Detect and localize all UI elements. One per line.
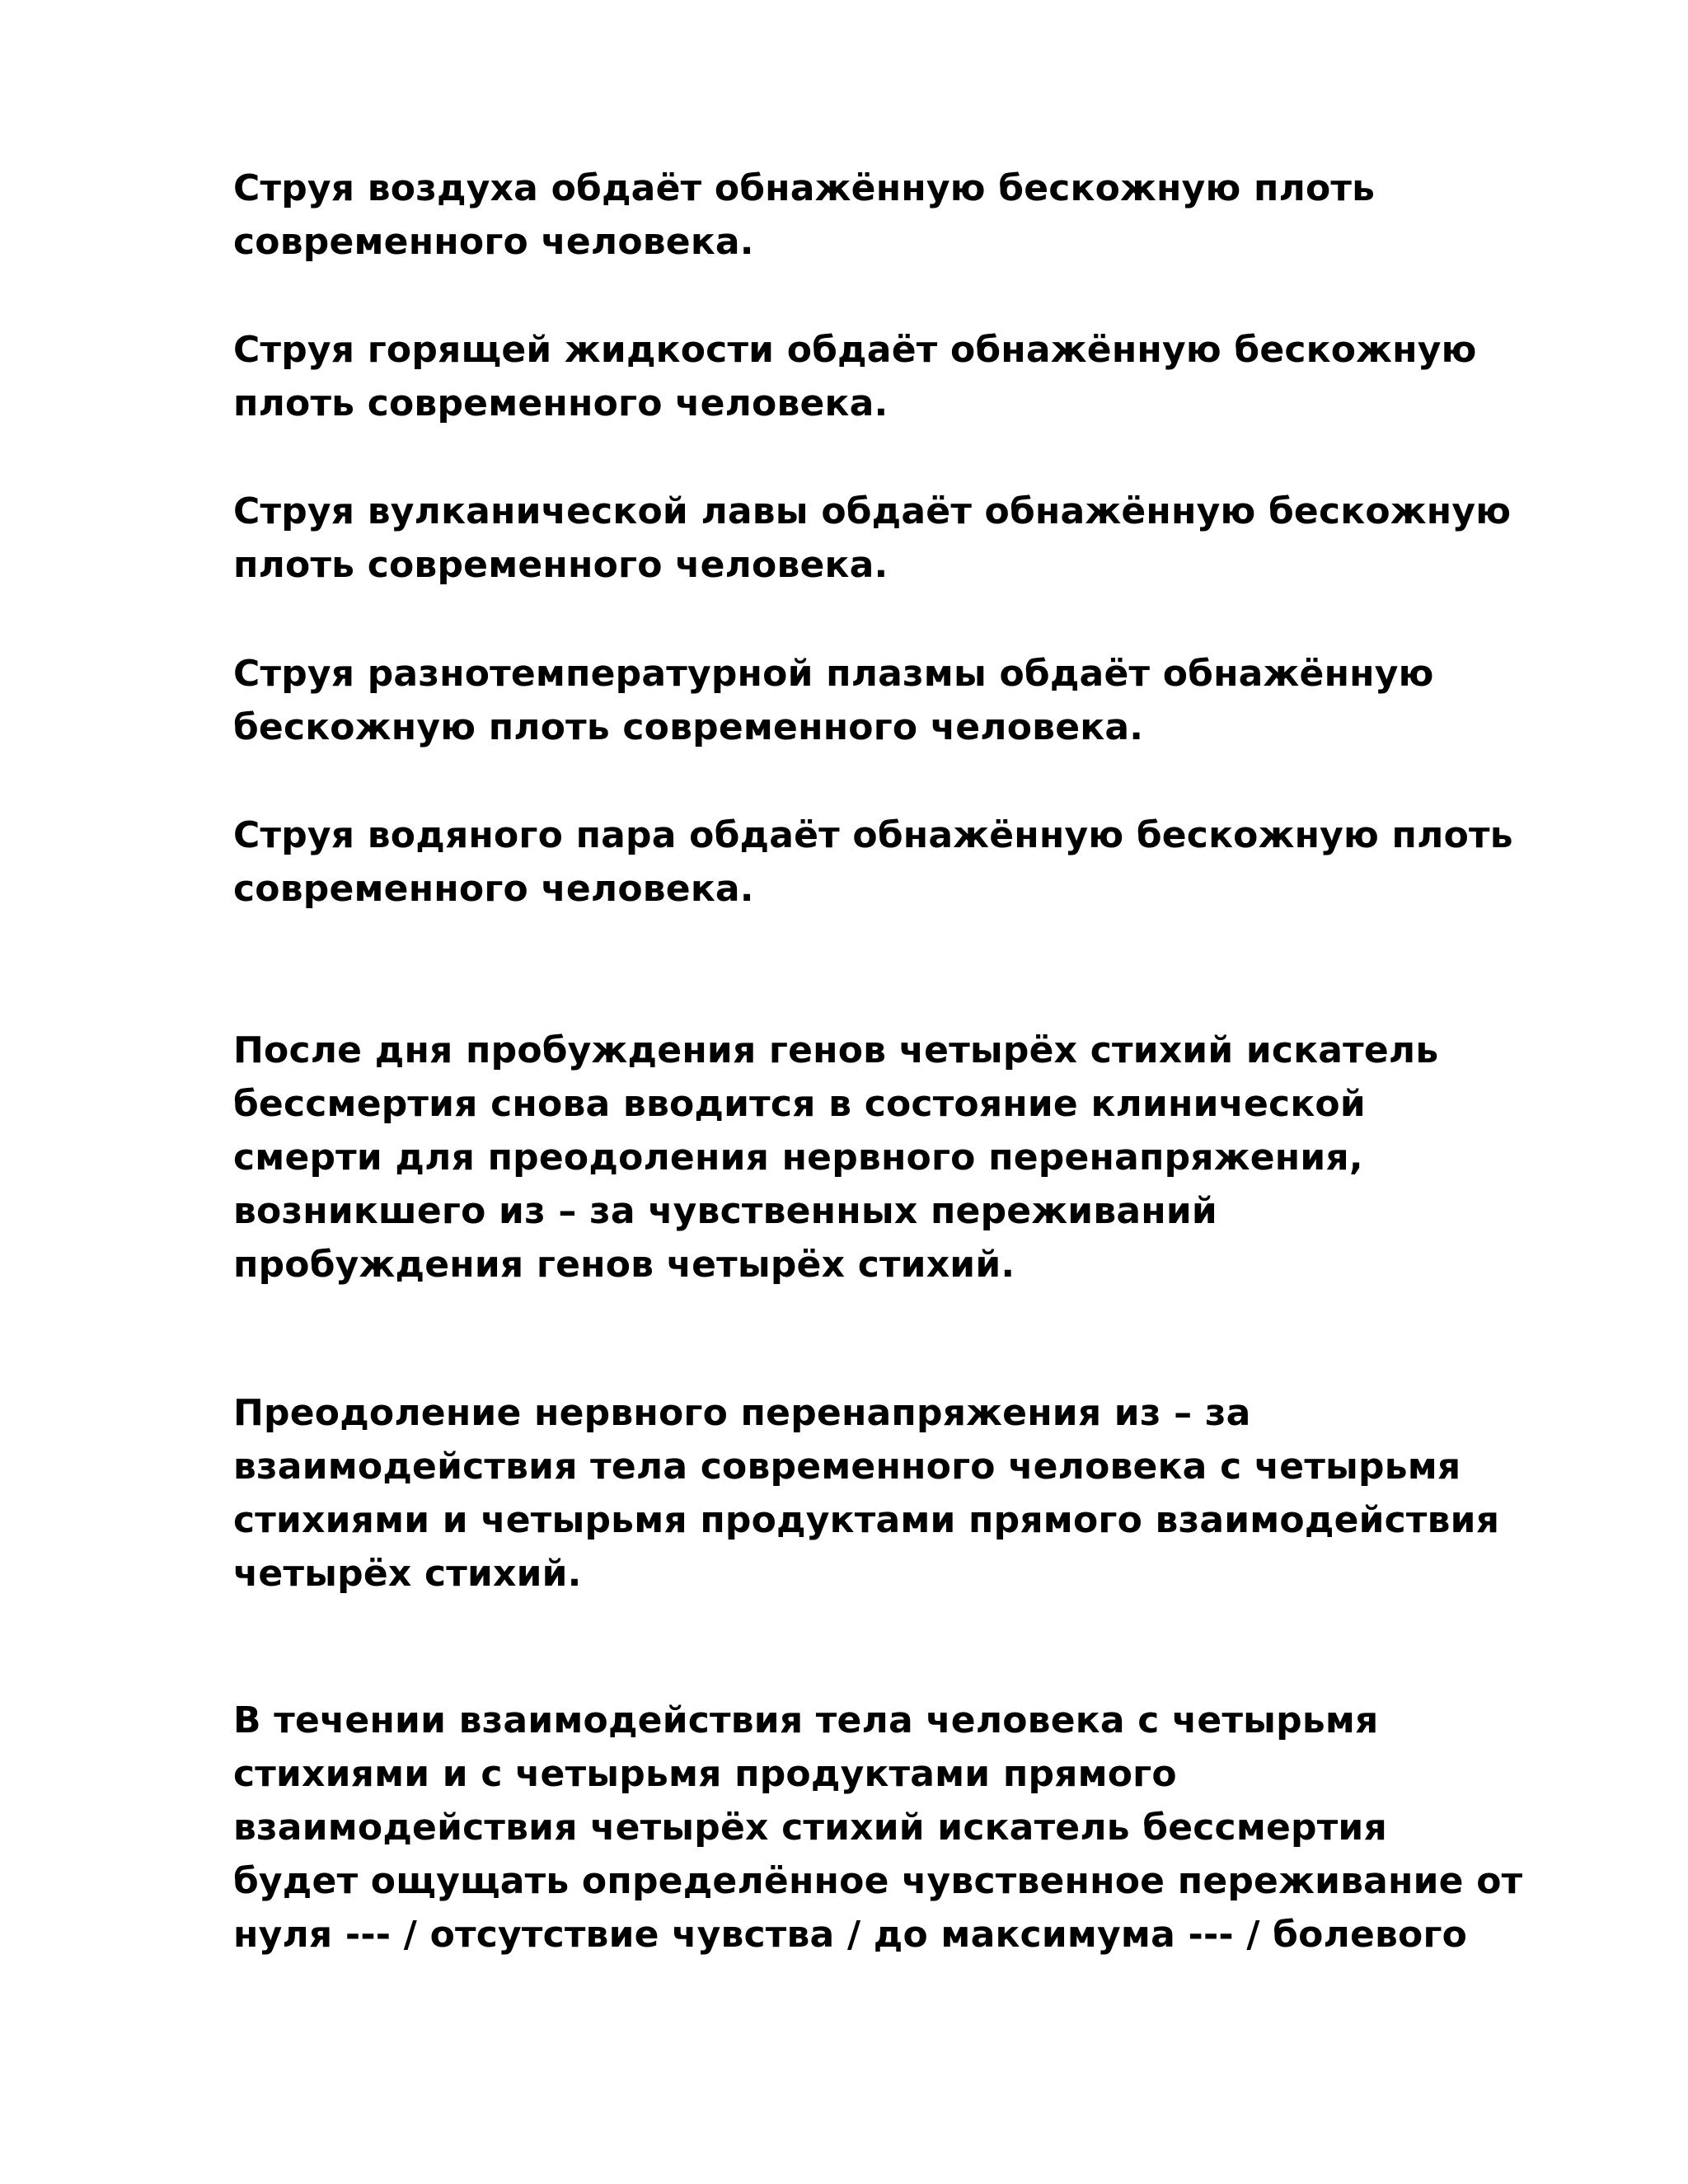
paragraph-line: Струя горящей жидкости обдаёт обнажённую бескожную [233,329,1477,371]
paragraph-line: бескожную плоть современного человека. [233,706,1144,748]
paragraph-line: плоть современного человека. [233,382,889,424]
paragraph-plasma-jet [233,647,1618,754]
paragraph-line: После дня пробуждения генов четырёх стихий искатель [233,1029,1439,1071]
paragraph-burning-liquid-jet [233,323,1618,430]
paragraph-line: стихиями и с четырьмя продуктами прямого [233,1753,1177,1795]
paragraph-overcoming-tension [233,1386,1618,1601]
paragraph-line: возникшего из – за чувственных переживаний [233,1190,1217,1232]
paragraph-line: взаимодействия четырёх стихий искатель бессмертия [233,1807,1387,1849]
paragraph-line: Струя водяного пара обдаёт обнажённую бескожную плоть [233,814,1513,856]
paragraph-line: будет ощущать определённое чувственное переживание от [233,1860,1523,1902]
paragraph-line: современного человека. [233,868,754,910]
paragraph-line: Преодоление нервного перенапряжения из – за [233,1392,1251,1434]
paragraph-sensory-experience [233,1694,1618,1961]
paragraph-line: В течении взаимодействия тела человека с четырьмя [233,1699,1379,1741]
paragraph-lava-jet [233,485,1618,592]
paragraph-steam-jet [233,808,1618,916]
paragraph-line: Струя разнотемпературной плазмы обдаёт обнажённую [233,653,1434,695]
paragraph-line: современного человека. [233,221,754,263]
paragraph-line: нуля --- / отсутствие чувства / до максимума --- / болевого [233,1914,1468,1956]
paragraph-line: взаимодействия тела современного человека с четырьмя [233,1446,1461,1488]
paragraph-line: бессмертия снова вводится в состояние клинической [233,1083,1366,1125]
paragraph-line: четырёх стихий. [233,1553,582,1595]
paragraph-air-jet [233,162,1618,269]
paragraph-line: Струя воздуха обдаёт обнажённую бескожную плоть [233,167,1376,209]
paragraph-clinical-death [233,1024,1618,1291]
paragraph-line: стихиями и четырьмя продуктами прямого взаимодействия [233,1499,1500,1541]
paragraph-line: плоть современного человека. [233,544,889,586]
paragraph-line: Струя вулканической лавы обдаёт обнажённую бескожную [233,490,1512,532]
paragraph-line: смерти для преодоления нервного перенапряжения, [233,1137,1363,1179]
paragraph-line: пробуждения генов четырёх стихий. [233,1244,1015,1286]
